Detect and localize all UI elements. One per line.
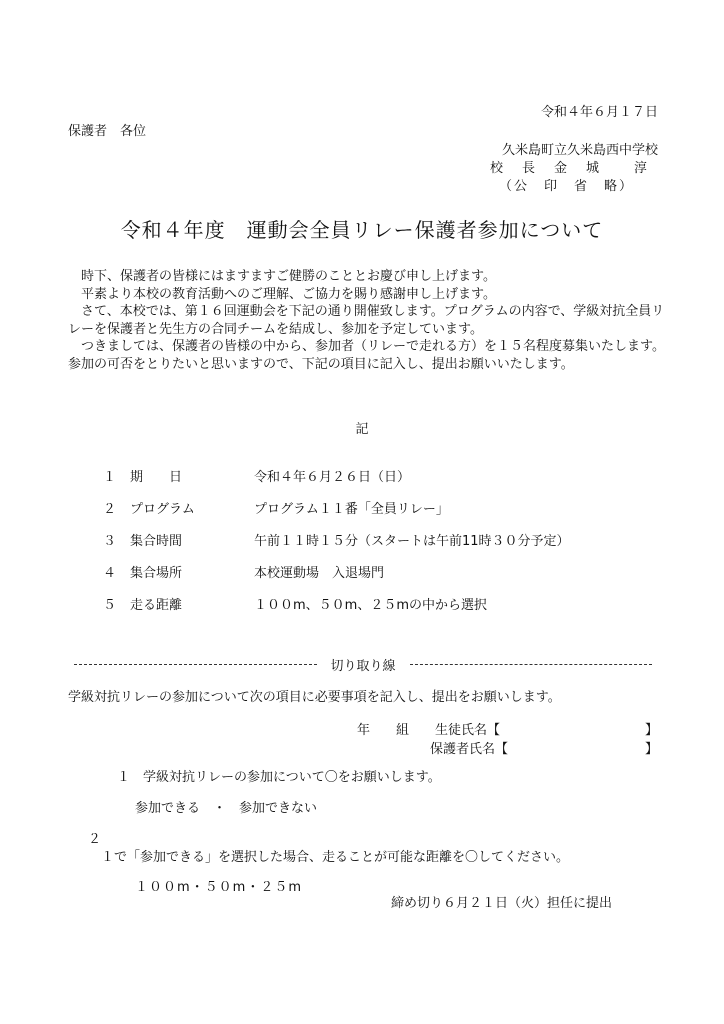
- cut-line-dash-right: [410, 664, 653, 665]
- submission-deadline: 締め切り６月２１日（火）担任に提出: [391, 896, 613, 911]
- item-value: 令和４年６月２６日（日）: [254, 470, 411, 485]
- student-name-bracket-close: 】: [645, 723, 659, 738]
- item-label: 期 日: [130, 470, 183, 485]
- detail-item-meeting-place: [0, 562, 724, 582]
- item-label: 集合時間: [130, 534, 183, 549]
- question-2-options[interactable]: １００m・５０m・２５m: [135, 880, 302, 895]
- item-value: １００m、５０m、２５mの中から選択: [254, 598, 487, 613]
- question-2-number: ２: [88, 832, 102, 847]
- question-1-options[interactable]: 参加できる ・ 参加できない: [135, 801, 318, 816]
- cut-line-label: 切り取り線: [330, 658, 396, 674]
- item-number: ３: [103, 534, 117, 549]
- detail-item-meeting-time: [0, 530, 724, 550]
- sender-school: 久米島町立久米島西中学校: [501, 143, 658, 158]
- body-paragraph-greeting: 時下、保護者の皆様にはますますご健勝のこととお慶び申し上げます。: [81, 269, 496, 284]
- item-number: ４: [103, 566, 117, 581]
- item-label: プログラム: [130, 502, 195, 517]
- guardian-name-field[interactable]: 保護者氏名【: [430, 742, 509, 757]
- body-paragraph-request: つきましては、保護者の皆様の中から、参加者（リレーで走れる方）を１５名程度募集いたします。参加の可否をとりたいと思いますので、下記の項目に記入し、提出お願いいたします。: [68, 339, 665, 372]
- item-number: ５: [103, 598, 117, 613]
- cut-line-dash-left: [74, 664, 317, 665]
- item-value: 本校運動場 入退場門: [254, 566, 385, 581]
- item-number: １: [103, 470, 117, 485]
- item-number: ２: [103, 502, 117, 517]
- detail-item-distance: [0, 594, 724, 614]
- question-1: １ 学級対抗リレーの参加について〇をお願いします。: [117, 770, 441, 785]
- body-paragraph-event: さて、本校では、第１６回運動会を下記の通り開催致します。プログラムの内容で、学級対抗全員リレーを保護者と先生方の合同チームを結成し、参加を予定しています。: [68, 304, 665, 337]
- sender-seal-note: （公 印 省 略）: [498, 179, 634, 194]
- addressee: 保護者 各位: [68, 124, 147, 139]
- cut-line: [74, 656, 652, 672]
- item-label: 走る距離: [130, 598, 183, 613]
- guardian-name-bracket-close: 】: [645, 742, 659, 757]
- sender-principal: 校 長 金 城 淳: [489, 161, 650, 176]
- detail-item-date: [0, 466, 724, 486]
- detail-item-program: [0, 498, 724, 518]
- item-value: 午前１１時１５分（スタートは午前11時３０分予定）: [254, 534, 570, 549]
- document-title: 令和４年度 運動会全員リレー保護者参加について: [120, 218, 604, 242]
- item-label: 集合場所: [130, 566, 183, 581]
- ki-heading: 記: [355, 422, 369, 437]
- item-value: プログラム１１番「全員リレー」: [254, 502, 449, 517]
- body-text: [68, 268, 668, 373]
- body-paragraph-thanks: 平素より本校の教育活動へのご理解、ご協力を賜り感謝申し上げます。: [81, 286, 496, 302]
- form-instruction: 学級対抗リレーの参加について次の項目に必要事項を記入し、提出をお願いします。: [68, 690, 561, 705]
- question-2: １で「参加できる」を選択した場合、走ることが可能な距離を〇してください。: [101, 850, 570, 865]
- student-name-field[interactable]: 年 組 生徒氏名【: [357, 723, 501, 738]
- document-date: 令和４年６月１７日: [540, 105, 658, 120]
